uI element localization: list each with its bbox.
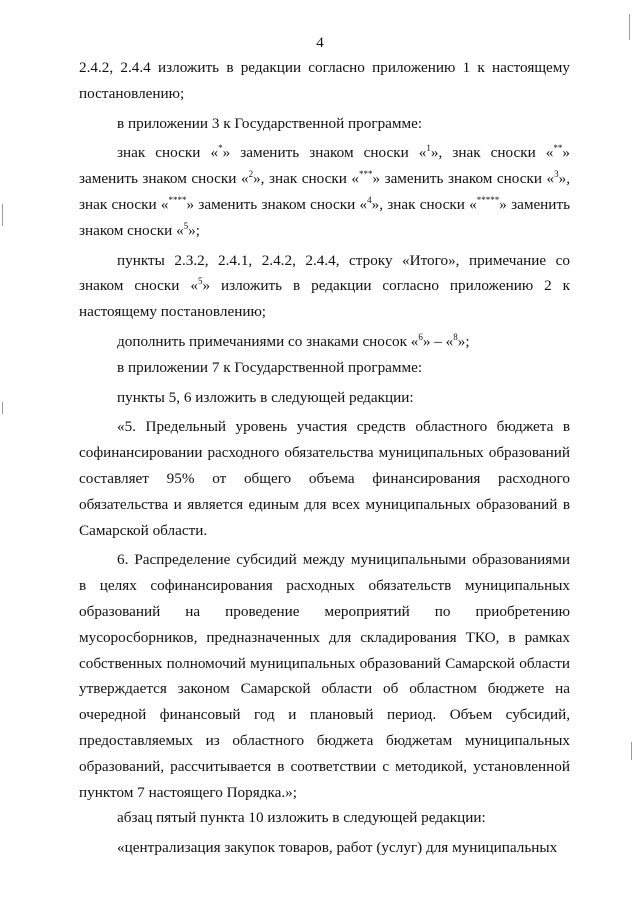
paragraph-10: абзац пятый пункта 10 изложить в следующей редакции: (117, 809, 486, 827)
footnote-mark: 5 (183, 220, 189, 231)
footnote-mark: *** (358, 169, 373, 180)
text-fragment: » заменить знаком сноски « (186, 195, 368, 213)
text-fragment: » заменить знаком сноски « (372, 170, 555, 188)
text-fragment: знак сноски « (117, 144, 219, 162)
footnote-mark: 2 (248, 169, 254, 180)
footnote-mark: ***** (476, 194, 500, 205)
paragraph-2: в приложении 3 к Государственной программе: (117, 114, 423, 132)
paragraph-5 (79, 329, 570, 355)
text-fragment: »; (457, 332, 470, 350)
text-fragment: пункты 2.3.2, 2.4.1, 2.4.2, 2.4.4, строку «Итого», примечание со знаком сноски « (79, 251, 570, 295)
paragraph-11: «централизация закупок товаров, работ (услуг) для муниципальных (117, 839, 558, 857)
paragraph-6: в приложении 7 к Государственной программе: (117, 358, 423, 376)
scan-edge-mark (629, 14, 630, 40)
footnote-mark: ** (553, 143, 563, 154)
footnote-mark: 1 (426, 143, 431, 154)
paragraph-4 (79, 248, 570, 325)
footnote-mark: 3 (554, 169, 559, 180)
paragraph-7: пункты 5, 6 изложить в следующей редакции: (117, 388, 414, 406)
text-fragment: » заменить знаком сноски « (222, 144, 427, 162)
text-fragment: » изложить в редакции согласно приложению 2 к настоящему постановлению; (79, 277, 570, 321)
footnote-mark: 8 (453, 331, 458, 342)
footnote-mark: * (218, 143, 223, 154)
text-fragment: » заменить знаком сноски « (79, 144, 570, 188)
footnote-mark: 4 (367, 194, 372, 205)
paragraph-8-point-5: «5. Предельный уровень участия средств областного бюджета в софинансировании расходного обязательства муниципальных образований составляет 95% от общего объема финансирования расходного обязательства и является единым для всех муниципальных образований в Самарской области. (79, 418, 570, 539)
scan-edge-mark (631, 742, 632, 760)
scan-edge-mark (2, 402, 3, 414)
scan-edge-mark (2, 204, 3, 226)
text-fragment: », знак сноски « (79, 170, 571, 213)
paragraph-3-footnote-replacements (79, 140, 570, 243)
text-fragment: », знак сноски « (430, 144, 554, 162)
text-fragment: », знак сноски « (253, 170, 359, 188)
document-body (79, 55, 570, 861)
text-fragment: дополнить примечаниями со знаками сносок « (117, 332, 419, 350)
text-fragment: » заменить знаком сноски « (79, 195, 571, 239)
paragraph-9-point-6: 6. Распределение субсидий между муниципальными образованиями в целях софинансирования расходных обязательств муниципальных образований на проведение мероприятий по приобретению мусоросборников, предназначенных для складирования ТКО, в рамках собственных полномочий муниципальных образований Самарской области утверждается законом Самарской области об областном бюджете на очередной финансовый год и плановый период. Объем субсидий, предоставляемых из областного бюджета бюджетам муниципальных образований, рассчитывается в соответствии с методикой, установленной пунктом 7 настоящего Порядка.»; (79, 551, 570, 801)
text-fragment: » – « (422, 332, 454, 350)
footnote-mark: 6 (418, 331, 423, 342)
text-fragment: »; (188, 221, 200, 239)
footnote-mark: 5 (197, 276, 203, 287)
text-fragment: », знак сноски « (371, 195, 477, 213)
footnote-mark: **** (168, 194, 187, 205)
paragraph-1: 2.4.2, 2.4.4 изложить в редакции согласно приложению 1 к настоящему постановлению; (79, 59, 570, 102)
page-number: 4 (316, 35, 324, 51)
